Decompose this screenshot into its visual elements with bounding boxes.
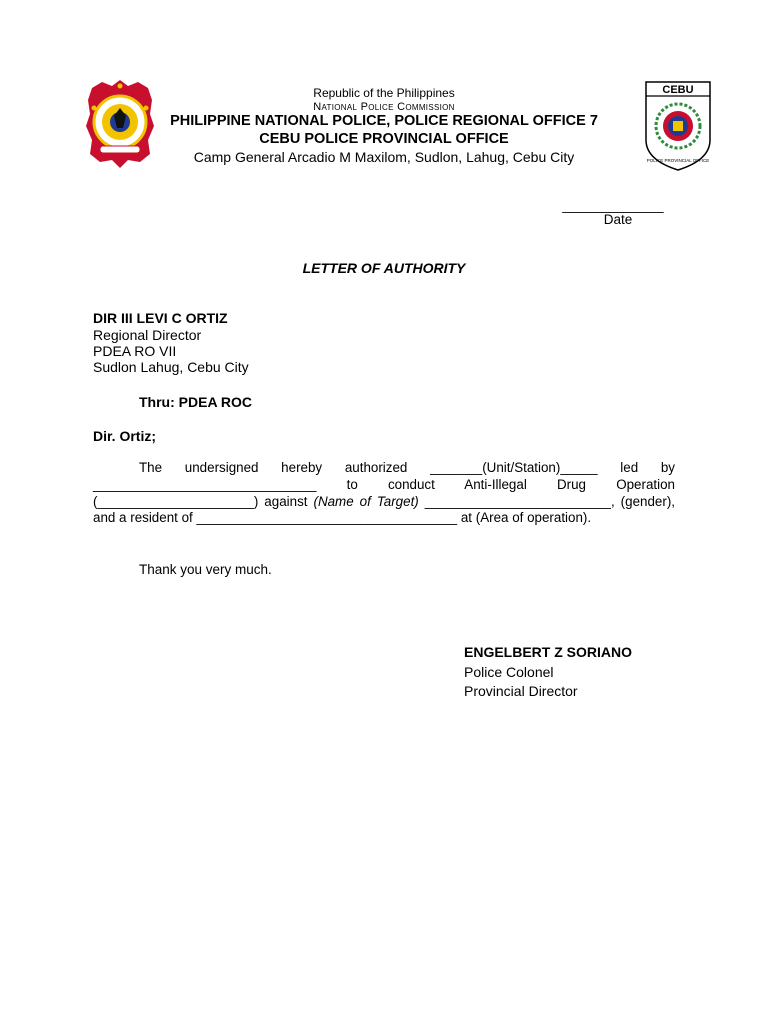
target-placeholder: (Name of Target): [313, 493, 419, 509]
signatory-title: Provincial Director: [464, 683, 578, 699]
svg-text:CEBU: CEBU: [662, 84, 694, 96]
body-text-2: _________________________, (gender), and a resident of ___________________________________ at (Area of operation).: [93, 493, 675, 526]
pnp-line: PHILIPPINE NATIONAL POLICE, POLICE REGIONAL OFFICE 7: [170, 113, 598, 129]
address-line: Camp General Arcadio M Maxilom, Sudlon, Lahug, Cebu City: [193, 149, 575, 165]
signatory-rank: Police Colonel: [464, 664, 554, 680]
thru-line: Thru: PDEA ROC: [139, 394, 253, 410]
addressee-position: Regional Director: [93, 327, 202, 343]
addressee-name: DIR III LEVI C ORTIZ: [93, 310, 228, 326]
date-line: _____________: [562, 197, 664, 213]
body-text-1: The undersigned hereby authorized _______(Unit/Station)_____ led by ______________________________ to conduct Anti-Illegal Drug Operation (_____________________) against: [93, 460, 675, 509]
cebu-ppo-seal-logo: [642, 80, 714, 172]
signatory-name: ENGELBERT Z SORIANO: [464, 644, 633, 660]
addressee-address: Sudlon Lahug, Cebu City: [93, 359, 249, 375]
letter-title: LETTER OF AUTHORITY: [302, 260, 466, 276]
republic-line: Republic of the Philippines: [313, 86, 455, 100]
salutation: Dir. Ortiz;: [93, 428, 157, 444]
addressee-office: PDEA RO VII: [93, 343, 177, 359]
closing-line: Thank you very much.: [139, 562, 272, 577]
commission-line: National Police Commission: [313, 101, 455, 113]
office-line: CEBU POLICE PROVINCIAL OFFICE: [259, 131, 509, 147]
date-label: Date: [603, 212, 633, 227]
svg-text:POLICE PROVINCIAL OFFICE: POLICE PROVINCIAL OFFICE: [646, 158, 710, 163]
body-paragraph: [93, 460, 675, 527]
